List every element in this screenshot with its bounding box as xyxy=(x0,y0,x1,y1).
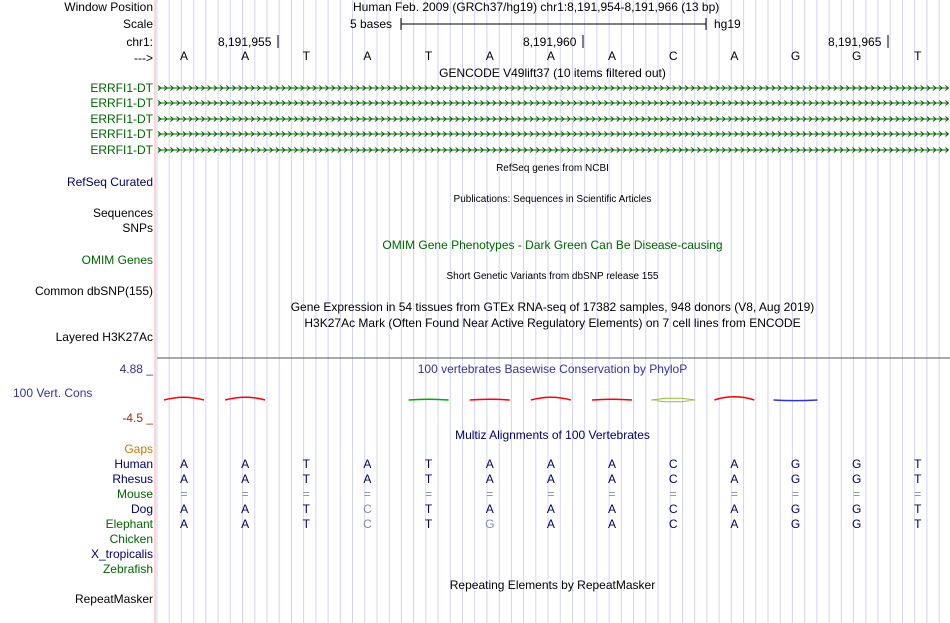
alignment-base: A xyxy=(179,472,188,486)
species-label[interactable]: Dog xyxy=(130,502,153,516)
dbsnp-title[interactable]: Short Genetic Variants from dbSNP release 155 xyxy=(446,271,659,282)
alignment-base: T xyxy=(914,517,922,531)
alignment-base: = xyxy=(791,487,799,501)
alignment-base: A xyxy=(730,517,739,531)
alignment-base: T xyxy=(914,502,922,516)
conservation-mark xyxy=(470,399,510,400)
base-letter: A xyxy=(363,49,372,63)
alignment-base: A xyxy=(179,502,188,516)
position-label: 8,191,960 xyxy=(523,35,577,49)
alignment-base: A xyxy=(608,517,617,531)
alignment-base: T xyxy=(914,457,922,471)
base-letter: G xyxy=(851,49,862,63)
alignment-base: G xyxy=(851,502,862,516)
alignment-base: A xyxy=(485,472,494,486)
conservation-mark xyxy=(409,399,449,400)
alignment-base: A xyxy=(241,457,250,471)
alignment-base: T xyxy=(914,472,922,486)
base-letter: A xyxy=(546,49,555,63)
repeatmasker-label[interactable]: RepeatMasker xyxy=(74,592,153,606)
sequences-label[interactable]: Sequences xyxy=(92,206,153,220)
alignment-base: A xyxy=(730,457,739,471)
alignment-base: = xyxy=(730,487,738,501)
alignment-base: T xyxy=(424,457,433,471)
publications-title[interactable]: Publications: Sequences in Scientific Articles xyxy=(453,194,652,205)
conservation-label[interactable]: 100 Vert. Cons xyxy=(13,386,93,400)
conservation-title[interactable]: 100 vertebrates Basewise Conservation by PhyloP xyxy=(417,362,688,376)
gencode-title[interactable]: GENCODE V49lift37 (10 items filtered out) xyxy=(439,66,666,80)
alignment-base: A xyxy=(179,457,188,471)
base-letter: G xyxy=(790,49,801,63)
base-letter: T xyxy=(302,49,310,63)
multiz-title[interactable]: Multiz Alignments of 100 Vertebrates xyxy=(455,428,650,442)
dbsnp-label[interactable]: Common dbSNP(155) xyxy=(34,284,153,298)
alignment-base: A xyxy=(363,472,372,486)
species-label[interactable]: Rhesus xyxy=(112,472,153,486)
alignment-base: G xyxy=(851,457,862,471)
conservation-mark xyxy=(225,397,265,400)
species-label[interactable]: Elephant xyxy=(105,517,153,531)
h3k27ac-title[interactable]: H3K27Ac Mark (Often Found Near Active Regulatory Elements) on 7 cell lines from ENCODE xyxy=(304,316,801,330)
species-label[interactable]: Zebrafish xyxy=(102,562,153,576)
alignment-base: = xyxy=(363,487,371,501)
alignment-base: T xyxy=(302,517,310,531)
gtex-title[interactable]: Gene Expression in 54 tissues from GTEx RNA-seq of 17382 samples, 948 donors (V8, Aug 2019) xyxy=(290,300,815,314)
base-letter: T xyxy=(424,49,433,63)
alignment-base: T xyxy=(302,502,310,516)
alignment-base: G xyxy=(851,472,862,486)
refseq-label[interactable]: RefSeq Curated xyxy=(66,175,153,189)
conservation-min: -4.5 _ xyxy=(122,411,153,425)
alignment-base: A xyxy=(485,502,494,516)
assembly-position-text: Human Feb. 2009 (GRCh37/hg19) chr1:8,191,954-8,191,966 (13 bp) xyxy=(353,0,720,14)
scale-text: 5 bases xyxy=(350,17,393,31)
conservation-max: 4.88 _ xyxy=(119,362,153,376)
gaps-label[interactable]: Gaps xyxy=(124,442,153,456)
alignment-base: A xyxy=(608,502,617,516)
gencode-item-label[interactable]: ERRFI1-DT xyxy=(90,127,153,141)
conservation-mark xyxy=(592,399,632,400)
alignment-base: = xyxy=(669,487,677,501)
conservation-mark xyxy=(531,397,571,400)
position-label: 8,191,955 xyxy=(218,35,272,49)
repeatmasker-title[interactable]: Repeating Elements by RepeatMasker xyxy=(449,578,656,592)
h3k27ac-label[interactable]: Layered H3K27Ac xyxy=(55,330,153,344)
alignment-base: A xyxy=(546,457,555,471)
alignment-base: A xyxy=(363,457,372,471)
alignment-base: = xyxy=(853,487,861,501)
alignment-base: T xyxy=(424,502,433,516)
refseq-title[interactable]: RefSeq genes from NCBI xyxy=(496,163,609,174)
species-label[interactable]: Human xyxy=(114,457,153,471)
alignment-base: A xyxy=(546,502,555,516)
alignment-base: T xyxy=(424,472,433,486)
alignment-base: G xyxy=(790,472,801,486)
species-label[interactable]: X_tropicalis xyxy=(90,547,153,561)
alignment-base: C xyxy=(668,472,678,486)
base-letter: A xyxy=(241,49,250,63)
alignment-base: = xyxy=(547,487,555,501)
base-letter: A xyxy=(730,49,739,63)
alignment-base: A xyxy=(241,472,250,486)
conservation-mark xyxy=(714,397,754,400)
alignment-base: C xyxy=(363,517,372,531)
alignment-base: A xyxy=(241,502,250,516)
alignment-base: A xyxy=(608,472,617,486)
alignment-base: A xyxy=(608,457,617,471)
alignment-base: A xyxy=(485,457,494,471)
alignment-base: = xyxy=(914,487,922,501)
alignment-base: A xyxy=(179,517,188,531)
species-label[interactable]: Mouse xyxy=(116,487,153,501)
snps-label[interactable]: SNPs xyxy=(122,221,153,235)
base-letter: A xyxy=(485,49,494,63)
gencode-item-label[interactable]: ERRFI1-DT xyxy=(90,81,153,95)
species-label[interactable]: Chicken xyxy=(109,532,153,546)
alignment-base: = xyxy=(241,487,249,501)
alignment-base: A xyxy=(730,502,739,516)
gencode-item-label[interactable]: ERRFI1-DT xyxy=(90,143,153,157)
alignment-base: G xyxy=(790,517,801,531)
alignment-base: A xyxy=(546,472,555,486)
omim-title[interactable]: OMIM Gene Phenotypes - Dark Green Can Be Disease-causing xyxy=(382,238,723,252)
alignment-base: C xyxy=(363,502,372,516)
alignment-base: = xyxy=(425,487,433,501)
alignment-base: C xyxy=(668,517,678,531)
strand-label: ---> xyxy=(134,51,153,65)
alignment-base: T xyxy=(302,457,310,471)
alignment-base: C xyxy=(668,457,678,471)
window-position-label: Window Position xyxy=(64,0,153,14)
alignment-base: T xyxy=(424,517,433,531)
alignment-base: A xyxy=(730,472,739,486)
scale-db: hg19 xyxy=(714,17,741,31)
base-letter: A xyxy=(608,49,617,63)
omim-label[interactable]: OMIM Genes xyxy=(81,253,153,267)
alignment-base: G xyxy=(790,502,801,516)
conservation-mark xyxy=(164,397,204,400)
alignment-base: = xyxy=(608,487,616,501)
position-label: 8,191,965 xyxy=(828,35,882,49)
alignment-base: A xyxy=(546,517,555,531)
base-letter: C xyxy=(668,49,678,63)
chrom-label: chr1: xyxy=(126,35,153,49)
alignment-base: T xyxy=(302,472,310,486)
base-letter: T xyxy=(914,49,922,63)
alignment-base: C xyxy=(668,502,678,516)
alignment-base: G xyxy=(790,457,801,471)
alignment-base: G xyxy=(485,517,495,531)
gencode-item-label[interactable]: ERRFI1-DT xyxy=(90,112,153,126)
base-letter: A xyxy=(179,49,188,63)
alignment-base: A xyxy=(241,517,250,531)
scale-label: Scale xyxy=(122,17,153,31)
alignment-base: = xyxy=(180,487,188,501)
gencode-item-label[interactable]: ERRFI1-DT xyxy=(90,96,153,110)
alignment-base: = xyxy=(302,487,310,501)
conservation-mark xyxy=(774,400,818,401)
alignment-base: = xyxy=(486,487,494,501)
alignment-base: G xyxy=(851,517,862,531)
